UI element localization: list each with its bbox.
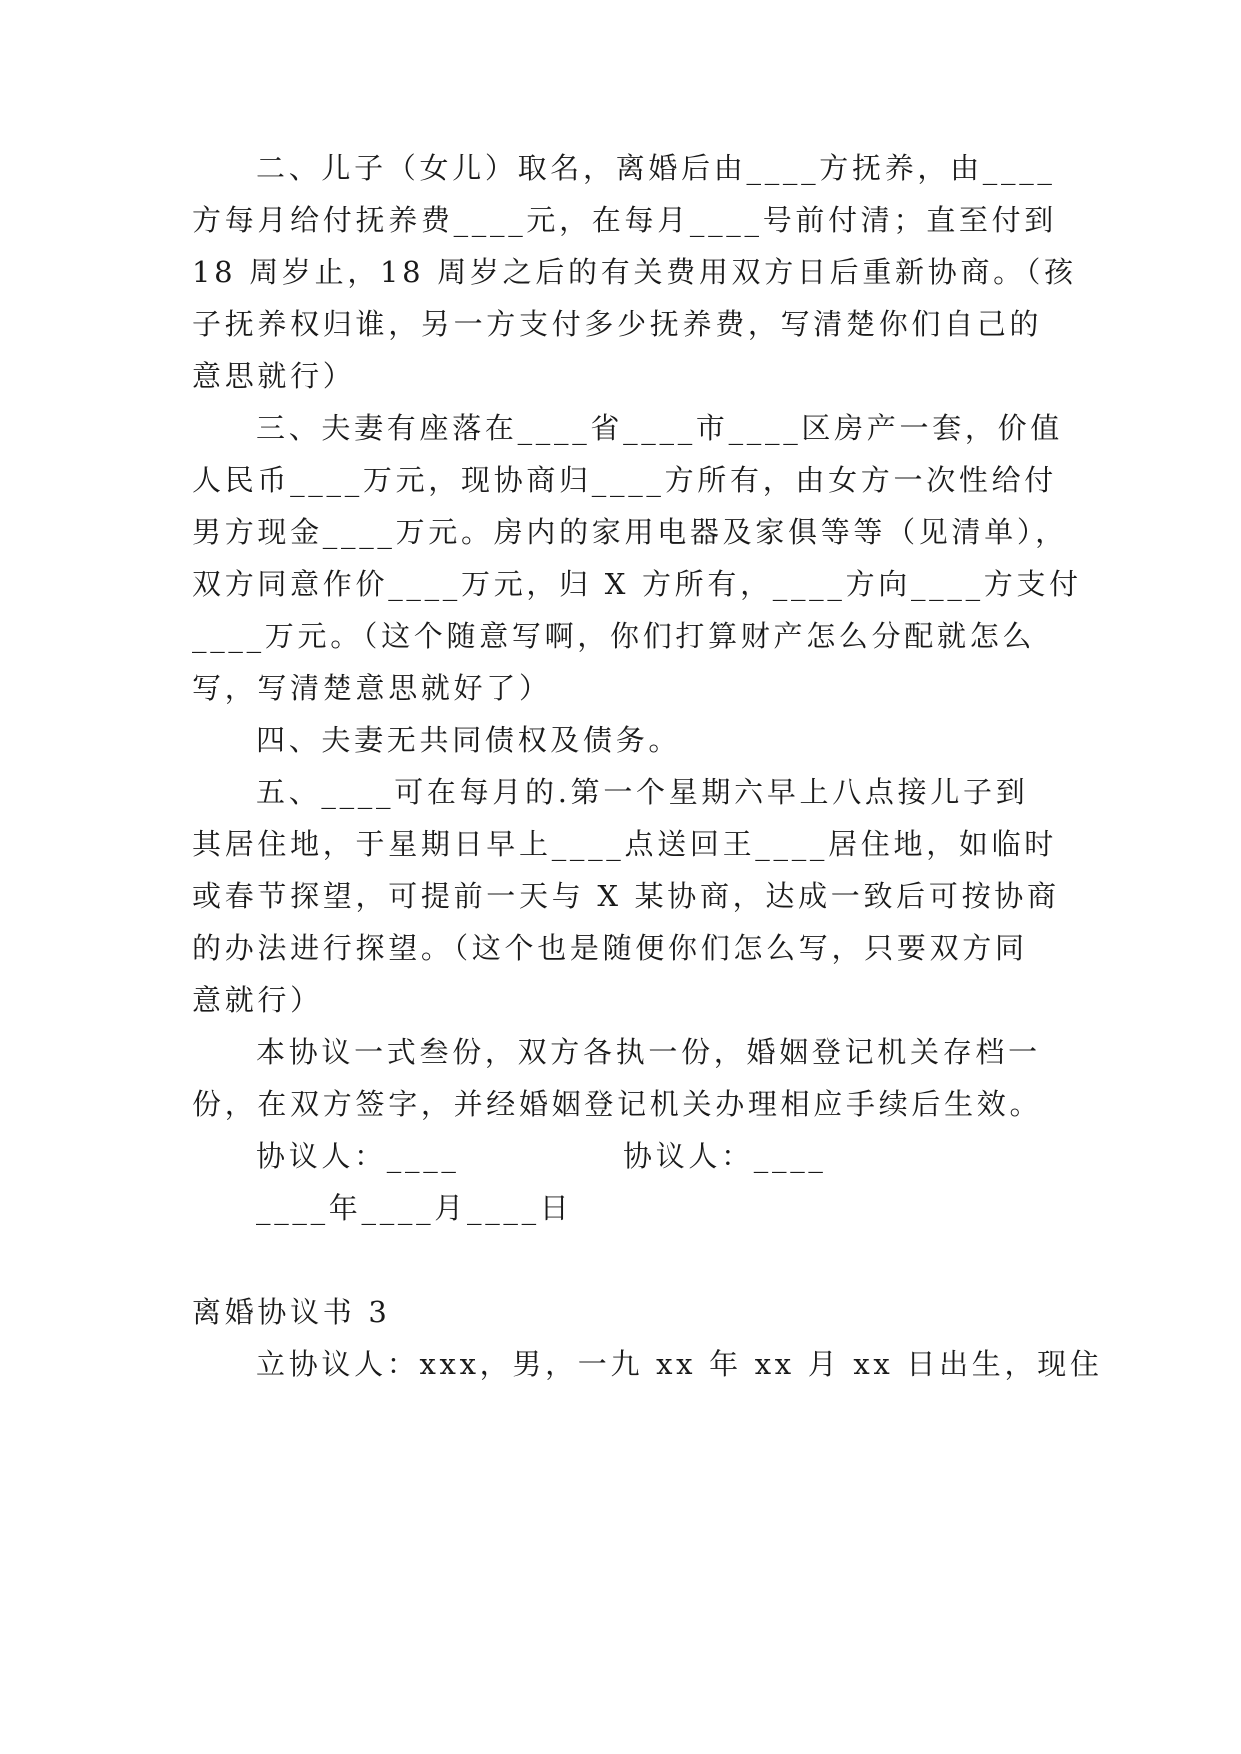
clause-2-line-4: 子抚养权归谁，另一方支付多少抚养费，写清楚你们自己的 — [192, 307, 1043, 341]
section-heading: 离婚协议书 3 — [192, 1295, 391, 1329]
signatory-left: 协议人：____ — [256, 1139, 460, 1173]
clause-2-line-3: 18 周岁止，18 周岁之后的有关费用双方日后重新协商。（孩 — [192, 255, 1077, 289]
clause-3-line-6: 写，写清楚意思就好了） — [192, 671, 552, 705]
clause-2-line-1: 二、儿子（女儿）取名，离婚后由____方抚养，由____ — [256, 151, 1056, 185]
clause-2-line-2: 方每月给付抚养费____元，在每月____号前付清；直至付到 — [192, 203, 1058, 237]
clause-3-line-4: 双方同意作价____万元，归 X 方所有，____方向____方支付 — [192, 567, 1082, 601]
clause-3-line-5: ____万元。（这个随意写啊，你们打算财产怎么分配就怎么 — [192, 619, 1036, 653]
signatory-right: 协议人：____ — [623, 1139, 827, 1173]
clause-2-line-5: 意思就行） — [192, 359, 356, 393]
clause-3-line-1: 三、夫妻有座落在____省____市____区房产一套，价值 — [256, 411, 1064, 445]
copies-line-2: 份，在双方签字，并经婚姻登记机关办理相应手续后生效。 — [192, 1087, 1043, 1121]
clause-3-line-3: 男方现金____万元。房内的家用电器及家俱等等（见清单）， — [192, 515, 1068, 549]
clause-4-line-1: 四、夫妻无共同债权及债务。 — [256, 723, 682, 757]
copies-line-1: 本协议一式叁份，双方各执一份，婚姻登记机关存档一 — [256, 1035, 1041, 1069]
clause-5-line-2: 其居住地，于星期日早上____点送回王____居住地，如临时 — [192, 827, 1058, 861]
clause-5-line-4: 的办法进行探望。（这个也是随便你们怎么写，只要双方同 — [192, 931, 1028, 965]
date-line: ____年____月____日 — [256, 1191, 573, 1225]
party-line-1: 立协议人：xxx，男，一九 xx 年 xx 月 xx 日出生，现住 — [256, 1347, 1103, 1381]
clause-3-line-2: 人民币____万元，现协商归____方所有，由女方一次性给付 — [192, 463, 1058, 497]
clause-5-line-1: 五、____可在每月的.第一个星期六早上八点接儿子到 — [256, 775, 1029, 809]
clause-5-line-5: 意就行） — [192, 983, 323, 1017]
clause-5-line-3: 或春节探望，可提前一天与 X 某协商，达成一致后可按协商 — [192, 879, 1060, 913]
